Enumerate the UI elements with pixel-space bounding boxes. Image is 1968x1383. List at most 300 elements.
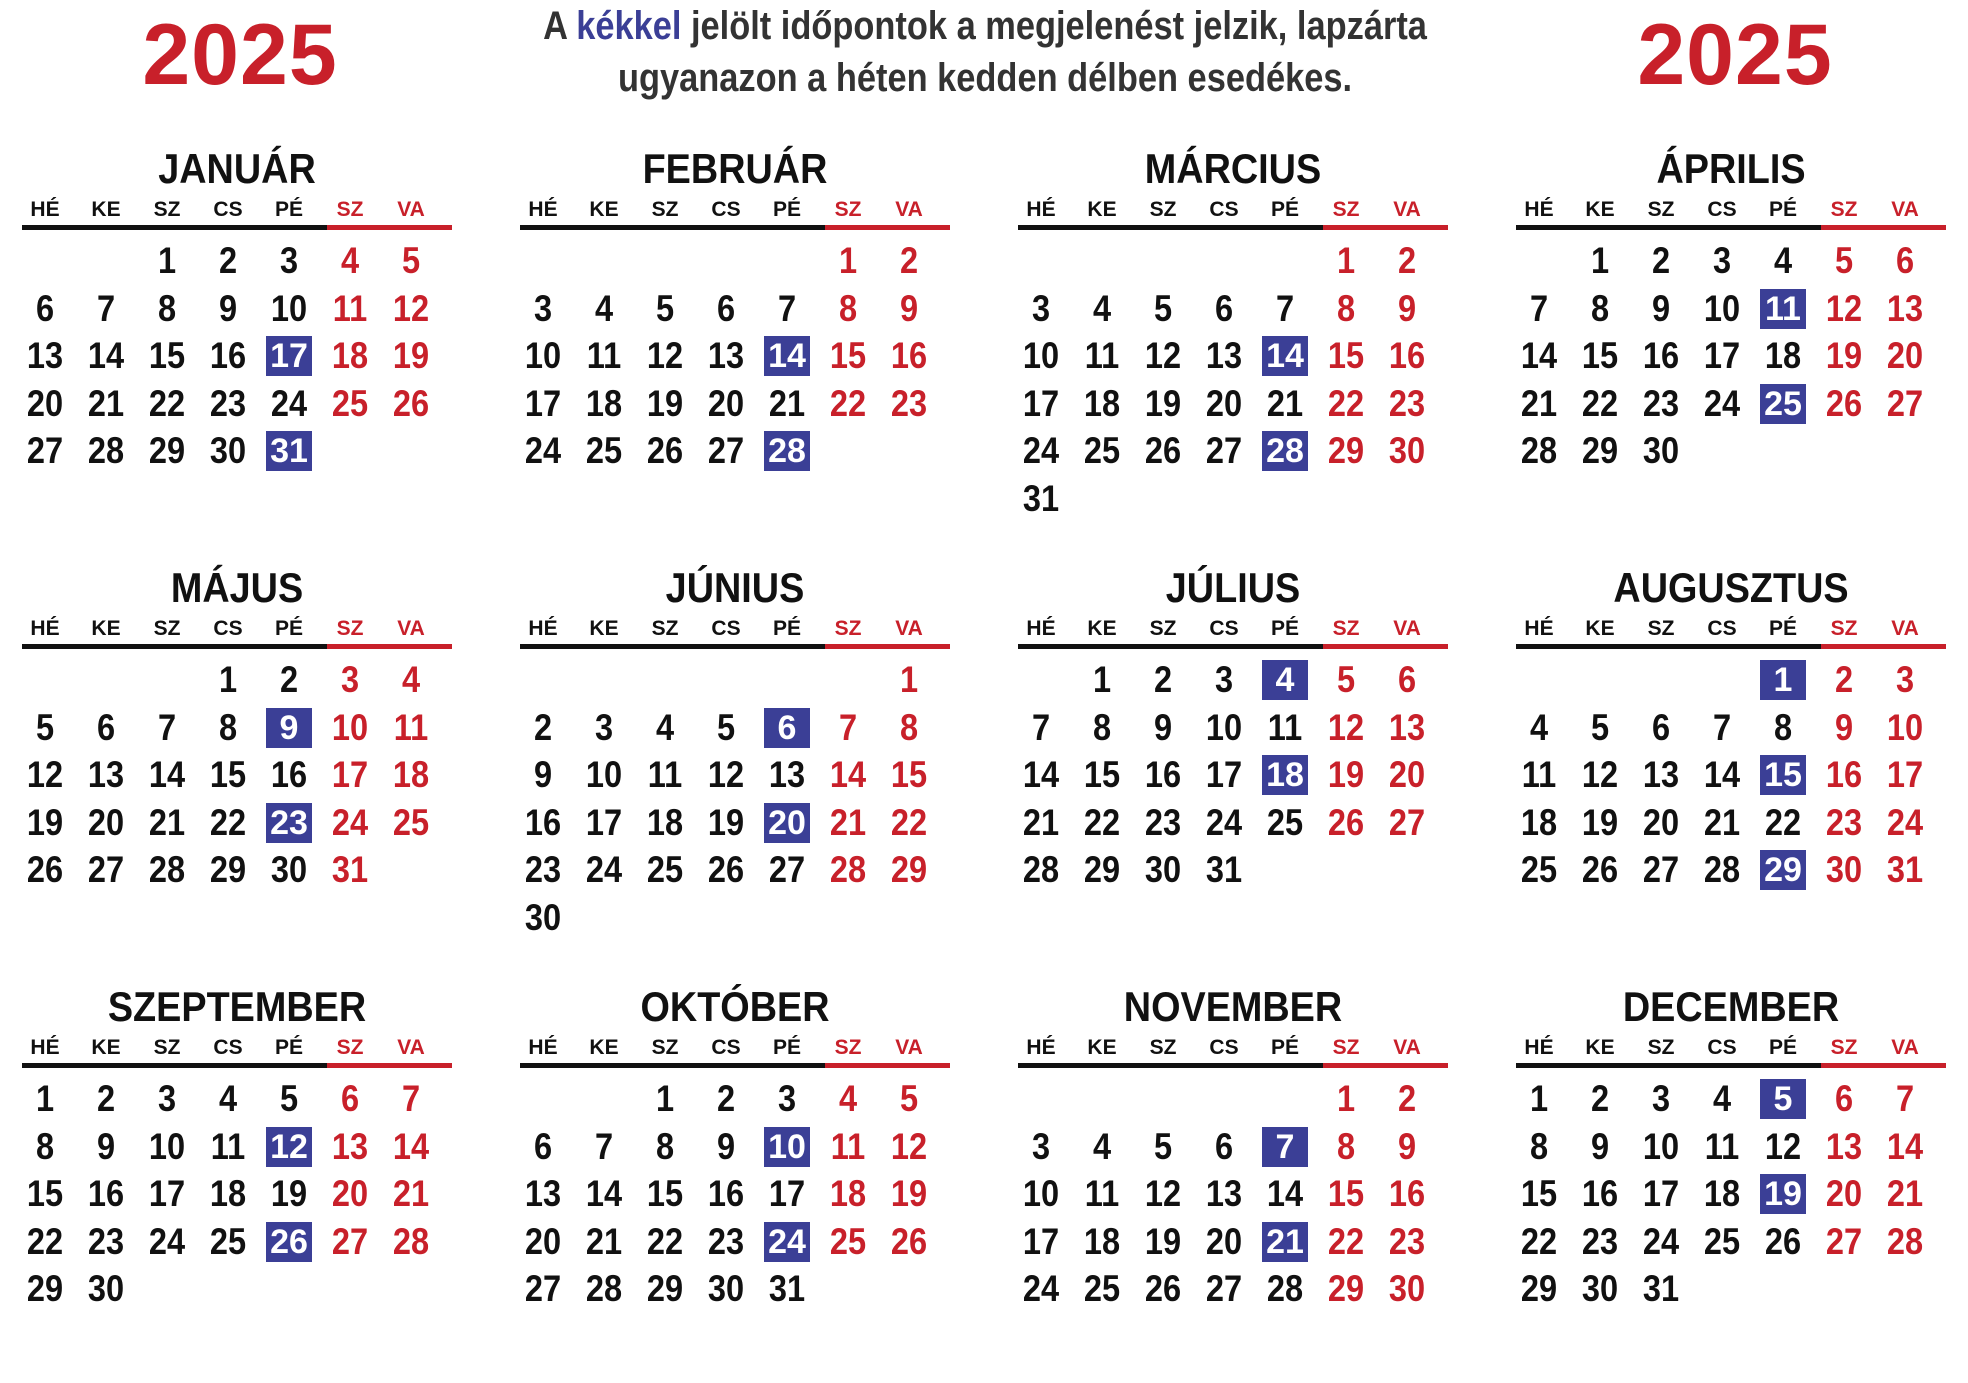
day-cell: 5 xyxy=(716,706,736,748)
day-cell: 14 xyxy=(148,754,186,795)
day-cell: 16 xyxy=(1388,1173,1426,1214)
day-cell: 11 xyxy=(1704,1125,1740,1167)
day-cell: 7 xyxy=(1275,287,1295,329)
day-cell: 10 xyxy=(1703,287,1741,329)
day-cell: 4 xyxy=(594,287,614,329)
month-title: JÚNIUS xyxy=(665,564,805,611)
day-cell: 13 xyxy=(1388,706,1426,748)
publication-day: 26 xyxy=(266,1222,312,1262)
day-cell: 3 xyxy=(1031,1125,1051,1167)
day-cell: 13 xyxy=(524,1173,562,1214)
day-cell: 31 xyxy=(1022,477,1060,519)
day-cell: 1 xyxy=(899,659,919,700)
day-cell: 19 xyxy=(890,1173,928,1214)
publication-day: 14 xyxy=(764,336,810,376)
weekday-header: KE xyxy=(589,198,619,221)
weekday-header: HÉ xyxy=(30,1036,60,1059)
day-cell: 30 xyxy=(1144,849,1182,890)
weekday-header: VA xyxy=(1891,198,1919,221)
publication-day: 15 xyxy=(1760,755,1806,795)
day-cell: 20 xyxy=(1642,801,1680,843)
day-cell: 22 xyxy=(26,1220,64,1262)
day-cell: 2 xyxy=(533,706,553,748)
day-cell: 31 xyxy=(331,849,369,890)
weekday-header: SZ xyxy=(1830,617,1858,640)
day-cell: 21 xyxy=(87,382,125,424)
day-cell: 18 xyxy=(1520,801,1558,843)
day-cell: 16 xyxy=(890,335,928,376)
day-cell: 20 xyxy=(1205,1220,1243,1262)
day-cell: 26 xyxy=(1825,382,1863,424)
day-cell: 8 xyxy=(1336,287,1356,329)
day-cell: 1 xyxy=(35,1078,55,1119)
weekday-header: CS xyxy=(1209,617,1239,640)
day-cell: 20 xyxy=(524,1220,562,1262)
day-cell: 15 xyxy=(1327,1173,1365,1214)
day-cell: 7 xyxy=(401,1078,421,1119)
day-cell: 29 xyxy=(890,849,928,890)
weekday-header: VA xyxy=(1891,617,1919,640)
publication-day: 31 xyxy=(266,431,312,471)
day-cell: 14 xyxy=(1886,1125,1924,1167)
day-cell: 10 xyxy=(1022,1173,1060,1214)
day-cell: 24 xyxy=(1022,1268,1060,1309)
day-cell: 11 xyxy=(1084,1173,1120,1214)
publication-day: 4 xyxy=(1262,660,1308,700)
day-cell: 19 xyxy=(1144,382,1182,424)
publication-day: 9 xyxy=(266,708,312,748)
day-cell: 13 xyxy=(768,754,806,795)
day-cell: 11 xyxy=(586,335,622,376)
day-cell: 24 xyxy=(270,382,308,424)
day-cell: 12 xyxy=(1581,754,1619,795)
month-title: NOVEMBER xyxy=(1123,983,1343,1030)
day-cell: 12 xyxy=(392,287,430,329)
weekday-header: SZ xyxy=(336,617,364,640)
publication-day: 29 xyxy=(1760,850,1806,890)
day-cell: 23 xyxy=(890,382,928,424)
day-cell: 22 xyxy=(1083,801,1121,843)
day-cell: 9 xyxy=(1834,706,1854,748)
day-cell: 31 xyxy=(1205,849,1243,890)
weekend-rule xyxy=(1821,225,1946,230)
day-cell: 2 xyxy=(899,240,919,281)
weekday-header: HÉ xyxy=(1524,1036,1554,1059)
day-cell: 18 xyxy=(392,754,430,795)
day-cell: 17 xyxy=(1022,1220,1060,1262)
day-cell: 26 xyxy=(392,382,430,424)
day-cell: 11 xyxy=(830,1125,866,1167)
day-cell: 15 xyxy=(829,335,867,376)
day-cell: 27 xyxy=(1825,1220,1863,1262)
day-cell: 6 xyxy=(533,1125,553,1167)
day-cell: 12 xyxy=(26,754,64,795)
day-cell: 4 xyxy=(340,240,360,281)
day-cell: 17 xyxy=(148,1173,186,1214)
day-cell: 17 xyxy=(585,801,623,843)
weekday-header: SZ xyxy=(1149,1036,1177,1059)
day-cell: 27 xyxy=(1205,1268,1243,1309)
day-cell: 16 xyxy=(524,801,562,843)
day-cell: 13 xyxy=(707,335,745,376)
day-cell: 3 xyxy=(594,706,614,748)
weekday-header: SZ xyxy=(651,1036,679,1059)
day-cell: 11 xyxy=(1084,335,1120,376)
day-cell: 3 xyxy=(1895,659,1915,700)
day-cell: 17 xyxy=(331,754,369,795)
weekday-header: VA xyxy=(1393,617,1421,640)
day-cell: 1 xyxy=(1336,240,1356,281)
weekday-header: KE xyxy=(1585,1036,1615,1059)
day-cell: 7 xyxy=(157,706,177,748)
weekend-rule xyxy=(825,225,950,230)
day-cell: 19 xyxy=(392,335,430,376)
day-cell: 28 xyxy=(1703,849,1741,890)
weekday-header: SZ xyxy=(1332,1036,1360,1059)
day-cell: 16 xyxy=(707,1173,745,1214)
weekday-rule xyxy=(22,644,327,649)
publication-day: 18 xyxy=(1262,755,1308,795)
day-cell: 15 xyxy=(209,754,247,795)
day-cell: 16 xyxy=(270,754,308,795)
weekday-rule xyxy=(1516,644,1821,649)
day-cell: 28 xyxy=(585,1268,623,1309)
day-cell: 11 xyxy=(1267,706,1303,748)
day-cell: 14 xyxy=(585,1173,623,1214)
day-cell: 17 xyxy=(1703,335,1741,376)
day-cell: 27 xyxy=(87,849,125,890)
day-cell: 19 xyxy=(1327,754,1365,795)
day-cell: 25 xyxy=(1266,801,1304,843)
day-cell: 28 xyxy=(1886,1220,1924,1262)
day-cell: 4 xyxy=(1712,1078,1732,1119)
day-cell: 8 xyxy=(35,1125,55,1167)
weekday-header: CS xyxy=(711,198,741,221)
day-cell: 12 xyxy=(1825,287,1863,329)
day-cell: 18 xyxy=(829,1173,867,1214)
month-július xyxy=(1018,564,1448,964)
weekday-header: HÉ xyxy=(1026,1036,1056,1059)
day-cell: 2 xyxy=(1397,240,1417,281)
weekday-header: CS xyxy=(711,617,741,640)
day-cell: 26 xyxy=(1581,849,1619,890)
weekday-header: KE xyxy=(1087,198,1117,221)
month-title: ÁPRILIS xyxy=(1656,145,1806,192)
day-cell: 3 xyxy=(1031,287,1051,329)
weekday-header: PÉ xyxy=(274,198,303,221)
day-cell: 30 xyxy=(87,1268,125,1309)
day-cell: 19 xyxy=(707,801,745,843)
weekday-header: VA xyxy=(1393,1036,1421,1059)
day-cell: 20 xyxy=(1388,754,1426,795)
weekend-rule xyxy=(1821,1063,1946,1068)
day-cell: 19 xyxy=(1581,801,1619,843)
weekday-header: KE xyxy=(589,617,619,640)
day-cell: 28 xyxy=(392,1220,430,1262)
weekday-header: SZ xyxy=(1647,1036,1675,1059)
day-cell: 21 xyxy=(392,1173,430,1214)
weekend-rule xyxy=(327,225,452,230)
month-title: JANUÁR xyxy=(158,145,316,192)
day-cell: 4 xyxy=(1092,1125,1112,1167)
day-cell: 9 xyxy=(1153,706,1173,748)
day-cell: 30 xyxy=(1388,1268,1426,1309)
day-cell: 29 xyxy=(148,430,186,471)
day-cell: 9 xyxy=(899,287,919,329)
notice-part-2: jelölt időpontok a megjelenést jelzik, lapzárta xyxy=(681,4,1427,48)
weekday-rule xyxy=(520,225,825,230)
day-cell: 13 xyxy=(1205,335,1243,376)
day-cell: 23 xyxy=(87,1220,125,1262)
day-cell: 30 xyxy=(1581,1268,1619,1309)
weekend-rule xyxy=(825,1063,950,1068)
weekday-header: PÉ xyxy=(274,617,303,640)
day-cell: 3 xyxy=(157,1078,177,1119)
day-cell: 29 xyxy=(209,849,247,890)
month-május xyxy=(22,564,452,964)
day-cell: 17 xyxy=(768,1173,806,1214)
day-cell: 1 xyxy=(218,659,238,700)
day-cell: 14 xyxy=(829,754,867,795)
day-cell: 21 xyxy=(768,382,806,424)
day-cell: 25 xyxy=(1083,1268,1121,1309)
day-cell: 15 xyxy=(646,1173,684,1214)
weekday-header: KE xyxy=(1087,617,1117,640)
day-cell: 21 xyxy=(585,1220,623,1262)
day-cell: 30 xyxy=(270,849,308,890)
day-cell: 25 xyxy=(1083,430,1121,471)
day-cell: 10 xyxy=(331,706,369,748)
day-cell: 18 xyxy=(331,335,369,376)
publication-day: 28 xyxy=(764,431,810,471)
day-cell: 5 xyxy=(1590,706,1610,748)
day-cell: 4 xyxy=(218,1078,238,1119)
day-cell: 19 xyxy=(1144,1220,1182,1262)
day-cell: 29 xyxy=(26,1268,64,1309)
day-cell: 8 xyxy=(1590,287,1610,329)
day-cell: 9 xyxy=(1590,1125,1610,1167)
publication-day: 25 xyxy=(1760,384,1806,424)
day-cell: 14 xyxy=(1022,754,1060,795)
weekday-rule xyxy=(22,225,327,230)
publication-day: 12 xyxy=(266,1127,312,1167)
day-cell: 3 xyxy=(279,240,299,281)
day-cell: 13 xyxy=(1886,287,1924,329)
weekday-header: SZ xyxy=(1647,198,1675,221)
weekday-header: SZ xyxy=(153,198,181,221)
day-cell: 24 xyxy=(1642,1220,1680,1262)
day-cell: 5 xyxy=(655,287,675,329)
month-title: SZEPTEMBER xyxy=(107,983,367,1030)
weekday-header: SZ xyxy=(1149,617,1177,640)
day-cell: 28 xyxy=(1266,1268,1304,1309)
day-cell: 21 xyxy=(1266,382,1304,424)
publication-day: 14 xyxy=(1262,336,1308,376)
weekday-header: PÉ xyxy=(1768,198,1797,221)
day-cell: 14 xyxy=(1703,754,1741,795)
weekday-header: KE xyxy=(1585,198,1615,221)
day-cell: 12 xyxy=(1144,1173,1182,1214)
day-cell: 8 xyxy=(1092,706,1112,748)
day-cell: 29 xyxy=(1520,1268,1558,1309)
day-cell: 21 xyxy=(148,801,186,843)
day-cell: 15 xyxy=(1083,754,1121,795)
day-cell: 4 xyxy=(1092,287,1112,329)
publication-day: 1 xyxy=(1760,660,1806,700)
day-cell: 20 xyxy=(1205,382,1243,424)
publication-day: 7 xyxy=(1262,1127,1308,1167)
day-cell: 9 xyxy=(533,754,553,795)
day-cell: 5 xyxy=(279,1078,299,1119)
day-cell: 6 xyxy=(1895,240,1915,281)
weekend-rule xyxy=(327,644,452,649)
day-cell: 26 xyxy=(26,849,64,890)
weekday-header: VA xyxy=(895,617,923,640)
weekday-header: SZ xyxy=(651,198,679,221)
weekday-header: SZ xyxy=(336,1036,364,1059)
day-cell: 16 xyxy=(209,335,247,376)
weekday-header: HÉ xyxy=(30,617,60,640)
month-november xyxy=(1018,983,1448,1383)
weekday-header: HÉ xyxy=(528,617,558,640)
day-cell: 9 xyxy=(1397,1125,1417,1167)
weekday-header: KE xyxy=(1585,617,1615,640)
day-cell: 12 xyxy=(890,1125,928,1167)
day-cell: 18 xyxy=(1083,382,1121,424)
day-cell: 6 xyxy=(35,287,55,329)
notice-text xyxy=(542,0,1428,104)
weekday-header: HÉ xyxy=(1026,198,1056,221)
day-cell: 14 xyxy=(392,1125,430,1167)
day-cell: 18 xyxy=(209,1173,247,1214)
weekday-header: HÉ xyxy=(30,198,60,221)
notice-line-1 xyxy=(542,0,1428,52)
day-cell: 4 xyxy=(655,706,675,748)
day-cell: 27 xyxy=(768,849,806,890)
weekday-header: VA xyxy=(397,1036,425,1059)
day-cell: 13 xyxy=(1825,1125,1863,1167)
weekday-header: PÉ xyxy=(1270,1036,1299,1059)
day-cell: 8 xyxy=(1529,1125,1549,1167)
day-cell: 18 xyxy=(646,801,684,843)
weekday-header: HÉ xyxy=(528,198,558,221)
day-cell: 16 xyxy=(1144,754,1182,795)
day-cell: 2 xyxy=(1651,240,1671,281)
day-cell: 31 xyxy=(1886,849,1924,890)
weekday-header: VA xyxy=(895,198,923,221)
notice-line-2: ugyanazon a héten kedden délben esedékes. xyxy=(617,56,1353,100)
day-cell: 2 xyxy=(218,240,238,281)
day-cell: 23 xyxy=(707,1220,745,1262)
day-cell: 9 xyxy=(716,1125,736,1167)
day-cell: 8 xyxy=(838,287,858,329)
day-cell: 10 xyxy=(148,1125,186,1167)
day-cell: 20 xyxy=(26,382,64,424)
day-cell: 16 xyxy=(1581,1173,1619,1214)
day-cell: 2 xyxy=(96,1078,116,1119)
day-cell: 15 xyxy=(1520,1173,1558,1214)
weekday-rule xyxy=(1018,644,1323,649)
day-cell: 12 xyxy=(707,754,745,795)
day-cell: 26 xyxy=(890,1220,928,1262)
weekday-header: SZ xyxy=(834,1036,862,1059)
day-cell: 2 xyxy=(1590,1078,1610,1119)
day-cell: 30 xyxy=(1825,849,1863,890)
day-cell: 25 xyxy=(392,801,430,843)
day-cell: 27 xyxy=(1886,382,1924,424)
weekday-header: CS xyxy=(711,1036,741,1059)
day-cell: 29 xyxy=(1327,430,1365,471)
publication-day: 6 xyxy=(764,708,810,748)
day-cell: 26 xyxy=(1144,430,1182,471)
day-cell: 24 xyxy=(1022,430,1060,471)
day-cell: 25 xyxy=(1703,1220,1741,1262)
day-cell: 8 xyxy=(655,1125,675,1167)
day-cell: 8 xyxy=(1336,1125,1356,1167)
month-október xyxy=(520,983,950,1383)
day-cell: 3 xyxy=(533,287,553,329)
day-cell: 28 xyxy=(87,430,125,471)
day-cell: 18 xyxy=(1764,335,1802,376)
month-február xyxy=(520,145,950,545)
day-cell: 1 xyxy=(1529,1078,1549,1119)
day-cell: 23 xyxy=(209,382,247,424)
day-cell: 31 xyxy=(1642,1268,1680,1309)
day-cell: 2 xyxy=(1834,659,1854,700)
day-cell: 5 xyxy=(1336,659,1356,700)
day-cell: 12 xyxy=(1764,1125,1802,1167)
month-március xyxy=(1018,145,1448,545)
day-cell: 6 xyxy=(96,706,116,748)
weekday-header: SZ xyxy=(1830,1036,1858,1059)
month-title: MÁJUS xyxy=(170,564,304,611)
day-cell: 22 xyxy=(646,1220,684,1262)
weekday-header: CS xyxy=(1707,617,1737,640)
day-cell: 10 xyxy=(1205,706,1243,748)
day-cell: 22 xyxy=(1327,382,1365,424)
day-cell: 12 xyxy=(646,335,684,376)
day-cell: 27 xyxy=(524,1268,562,1309)
weekday-header: PÉ xyxy=(1270,617,1299,640)
day-cell: 6 xyxy=(1397,659,1417,700)
day-cell: 22 xyxy=(1581,382,1619,424)
day-cell: 18 xyxy=(1703,1173,1741,1214)
day-cell: 30 xyxy=(1642,430,1680,471)
notice-part-1: A xyxy=(543,4,577,48)
day-cell: 8 xyxy=(218,706,238,748)
weekday-header: CS xyxy=(1209,1036,1239,1059)
day-cell: 13 xyxy=(87,754,125,795)
day-cell: 5 xyxy=(35,706,55,748)
weekday-header: SZ xyxy=(1332,617,1360,640)
weekday-header: KE xyxy=(91,1036,121,1059)
month-title: OKTÓBER xyxy=(640,983,830,1030)
day-cell: 5 xyxy=(899,1078,919,1119)
month-title: MÁRCIUS xyxy=(1144,145,1322,192)
day-cell: 25 xyxy=(331,382,369,424)
day-cell: 1 xyxy=(1336,1078,1356,1119)
day-cell: 11 xyxy=(393,706,429,748)
day-cell: 21 xyxy=(1520,382,1558,424)
day-cell: 7 xyxy=(96,287,116,329)
day-cell: 9 xyxy=(1397,287,1417,329)
day-cell: 29 xyxy=(1327,1268,1365,1309)
day-cell: 7 xyxy=(777,287,797,329)
day-cell: 27 xyxy=(26,430,64,471)
day-cell: 18 xyxy=(1083,1220,1121,1262)
publication-day: 17 xyxy=(266,336,312,376)
day-cell: 23 xyxy=(1144,801,1182,843)
